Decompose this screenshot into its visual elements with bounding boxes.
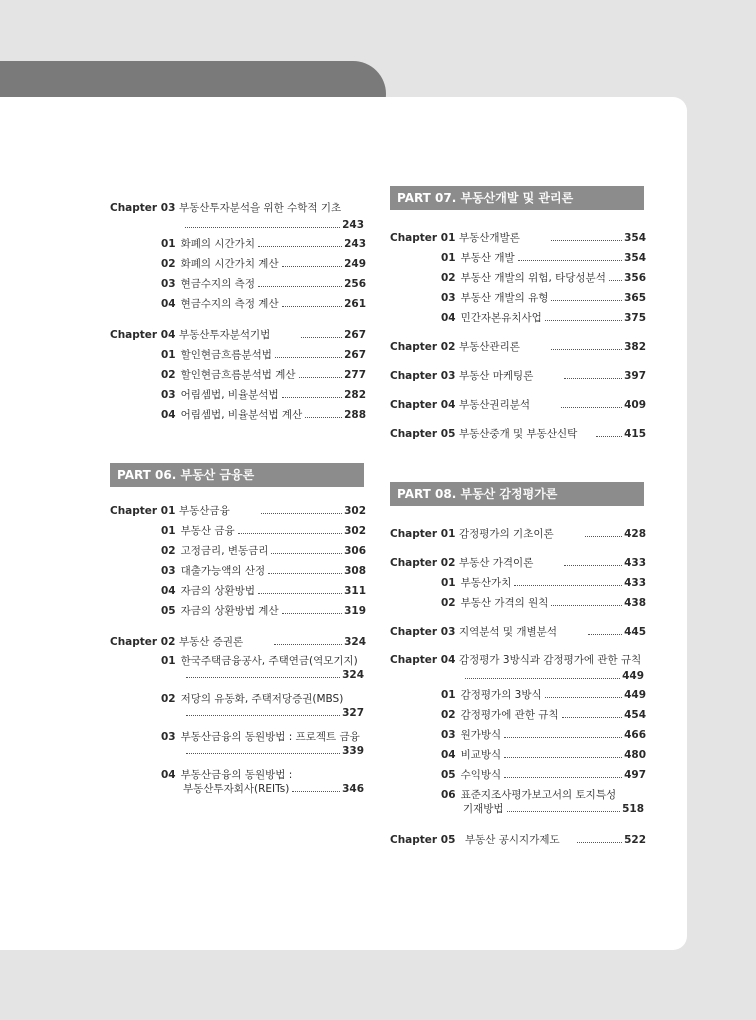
toc-item: 05 수익방식 497: [441, 769, 646, 781]
toc-item: 01 감정평가의 3방식 449: [441, 689, 646, 701]
chapter-title: 부동산투자분석을 위한 수학적 기초: [179, 202, 342, 214]
toc-item: 03 부동산금융의 동원방법 : 프로젝트 금융 339: [161, 731, 364, 757]
leader-dots: [185, 227, 340, 228]
toc-item: 06 표준지조사평가보고서의 토지특성 기재방법 518: [441, 789, 644, 815]
toc-chapter-02: Chapter 02 부동산관리론 382: [390, 341, 646, 353]
toc-item: 02 부동산 개발의 위험, 타당성분석 356: [441, 272, 646, 284]
toc-chapter-03: [110, 198, 366, 314]
chapter-prefix: Chapter 02: [110, 636, 176, 648]
toc-item: 04 민간자본유치사업 375: [441, 312, 646, 324]
toc-chapter-05: Chapter 05 부동산중개 및 부동산신탁 415: [390, 428, 646, 440]
toc-item: 03 원가방식 466: [441, 729, 646, 741]
toc-item: 04 부동산금융의 동원방법 : 부동산투자회사(REITs) 346: [161, 769, 364, 795]
toc-item: 01 부동산가치 433: [441, 577, 646, 589]
toc-item: 02 고정금리, 변동금리 306: [161, 545, 366, 557]
chapter-prefix: Chapter 01: [110, 505, 176, 517]
toc-right-column: [390, 186, 646, 850]
toc-item: 03 부동산 개발의 유형 365: [441, 292, 646, 304]
chapter-prefix: Chapter 04: [110, 329, 176, 341]
toc-item: 01 한국주택금융공사, 주택연금(역모기지) 324: [161, 655, 364, 681]
toc-item: 03 현금수지의 측정 256: [161, 278, 366, 290]
toc-item: 03 어림셈법, 비율분석법 282: [161, 389, 366, 401]
toc-item: 02 화폐의 시간가치 계산 249: [161, 258, 366, 270]
chapter-page: 243: [342, 219, 364, 231]
toc-item: 02 할인현금흐름분석법 계산 277: [161, 369, 366, 381]
toc-item: 01 화폐의 시간가치 243: [161, 238, 366, 250]
chapter-title: 부동산금융: [179, 505, 230, 517]
toc-chapter-01: Chapter 01 부동산개발론 354 01 부동산 개발 354 02 부동산 개발의 위험, 타당성분석 356 03 부동산 개발의 유형 365 04 민간자본유치사업 375: [390, 228, 646, 328]
part-08-header: PART 08. 부동산 감정평가론: [390, 482, 644, 506]
chapter-title: 부동산개발론: [459, 232, 520, 244]
toc-item: 01 부동산 금융 302: [161, 525, 366, 537]
toc-item: 04 비교방식 480: [441, 749, 646, 761]
toc-item: 04 현금수지의 측정 계산 261: [161, 298, 366, 310]
toc-left-column: [110, 198, 366, 807]
toc-item: 03 대출가능액의 산정 308: [161, 565, 366, 577]
toc-chapter-02: Chapter 02 부동산 증권론 324 01 한국주택금융공사, 주택연금(역모기지) 324 02 저당의 유동화, 주택저당증권(MBS) 327 03 부동산금융의 동원방법 : 프로젝트 금융 339 04 부동산금융의 동원방법 : 부동산투자회사(REITs) 346: [110, 632, 366, 796]
part-07-header: PART 07. 부동산개발 및 관리론: [390, 186, 644, 210]
toc-chapter-04: Chapter 04 부동산권리분석 409: [390, 399, 646, 411]
toc-chapter-01: Chapter 01 감정평가의 기초이론 428: [390, 528, 646, 540]
chapter-prefix: Chapter 03: [110, 202, 176, 214]
toc-chapter-04: Chapter 04 부동산투자분석기법 267 01 할인현금흐름분석법 267 02 할인현금흐름분석법 계산 277 03 어림셈법, 비율분석법 282 04 어림셈법, 비율분석법 계산 288: [110, 325, 366, 425]
toc-item: 02 부동산 가격의 원칙 438: [441, 597, 646, 609]
chapter-prefix: Chapter 01: [390, 232, 456, 244]
toc-item: 02 감정평가에 관한 규칙 454: [441, 709, 646, 721]
part-06-header: PART 06. 부동산 금융론: [110, 463, 364, 487]
toc-item: 01 할인현금흐름분석법 267: [161, 349, 366, 361]
chapter-title: 부동산투자분석기법: [179, 329, 271, 341]
toc-item: 04 어림셈법, 비율분석법 계산 288: [161, 409, 366, 421]
toc-item: 01 부동산 개발 354: [441, 252, 646, 264]
toc-chapter-02: Chapter 02 부동산 가격이론 433 01 부동산가치 433 02 부동산 가격의 원칙 438: [390, 553, 646, 613]
toc-item: 02 저당의 유동화, 주택저당증권(MBS) 327: [161, 693, 364, 719]
toc-chapter-01: Chapter 01 부동산금융 302 01 부동산 금융 302 02 고정금리, 변동금리 306 03 대출가능액의 산정 308 04 자금의 상환방법 311 05 자금의 상환방법 계산 319: [110, 501, 366, 621]
toc-chapter-04: Chapter 04 감정평가 3방식과 감정평가에 관한 규칙 449 01 감정평가의 3방식 449 02 감정평가에 관한 규칙 454 03 원가방식 466 04 비교방식 480 05 수익방식 497 06 표준지조사평가보고서의 토지특성 기재방법 518: [390, 654, 646, 815]
toc-item: 05 자금의 상환방법 계산 319: [161, 605, 366, 617]
toc-item: 04 자금의 상환방법 311: [161, 585, 366, 597]
toc-chapter-05: Chapter 05 부동산 공시지가제도 522: [390, 834, 646, 846]
chapter-title: 부동산 증권론: [179, 636, 244, 648]
toc-chapter-03: Chapter 03 지역분석 및 개별분석 445: [390, 626, 646, 638]
toc-chapter-03: Chapter 03 부동산 마케팅론 397: [390, 370, 646, 382]
